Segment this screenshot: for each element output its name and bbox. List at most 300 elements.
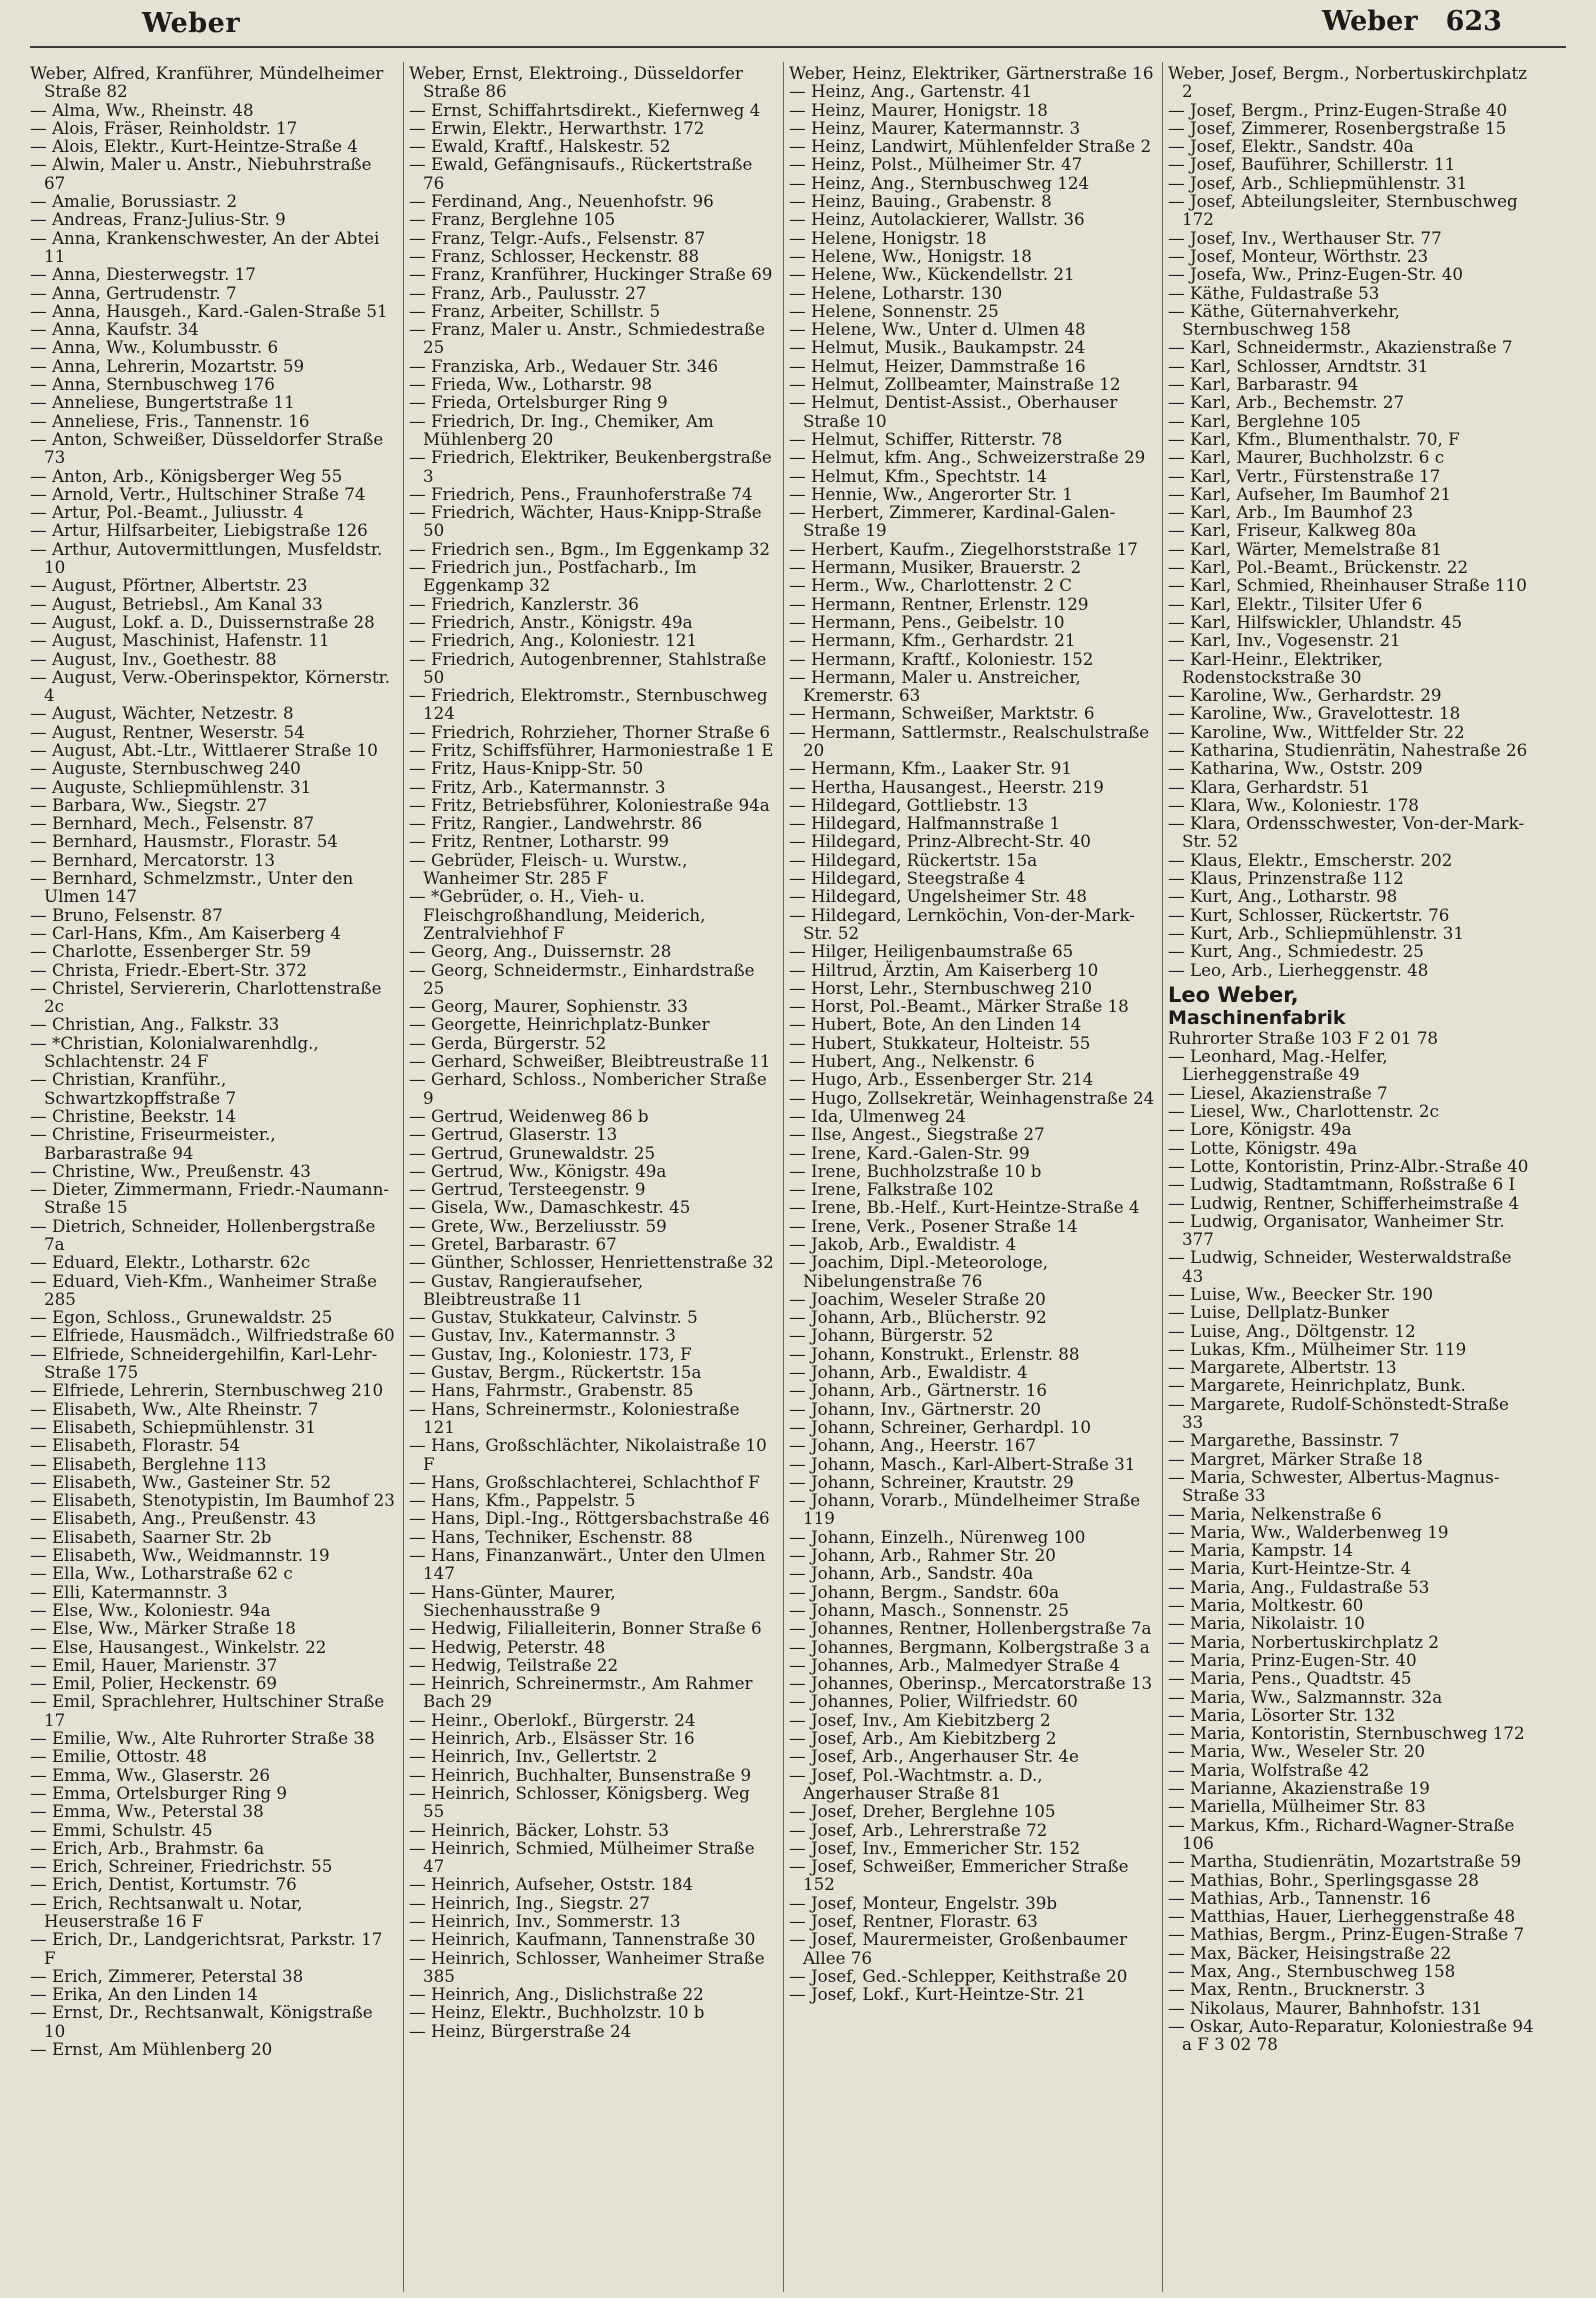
directory-entry: — Dietrich, Schneider, Hollenbergstraße 7a	[30, 1215, 376, 1254]
directory-entry: — Karl, Schlosser, Arndtstr. 31	[1168, 355, 1429, 376]
directory-entry: — Helene, Ww., Kückendellstr. 21	[789, 264, 1075, 285]
directory-entry: — Anna, Krankenschwester, An der Abtei 11	[30, 227, 380, 266]
directory-entry: — Heinz, Bauing., Grabenstr. 8	[789, 191, 1052, 212]
directory-entry: — Franz, Telgr.-Aufs., Felsenstr. 87	[409, 227, 706, 248]
directory-entry: — Karoline, Ww., Wittfelder Str. 22	[1168, 721, 1465, 742]
directory-entry: — Josef, Arb., Am Kiebitzberg 2	[789, 1728, 1057, 1749]
directory-entry: — Kurt, Ang., Schmiedestr. 25	[1168, 941, 1424, 962]
directory-entry: — August, Rentner, Weserstr. 54	[30, 721, 305, 742]
directory-entry: — Fritz, Rentner, Lotharstr. 99	[409, 831, 670, 852]
directory-entry: — Maria, Schwester, Albertus-Magnus-Straße 33	[1168, 1466, 1500, 1506]
directory-entry: — Heinz, Bürgerstraße 24	[409, 2020, 632, 2041]
directory-entry: — Anna, Gertrudenstr. 7	[30, 282, 237, 303]
directory-entry: — Hildegard, Rückertstr. 15a	[789, 849, 1038, 870]
directory-entry: — Elisabeth, Stenotypistin, Im Baumhof 23	[30, 1490, 395, 1511]
directory-entry: — Hans, Großschlächter, Nikolaistraße 10 F	[409, 1435, 767, 1474]
directory-entry: — Karl, Kfm., Blumenthalstr. 70, F	[1168, 428, 1460, 449]
directory-entry: — Gustav, Ing., Koloniestr. 173, F	[409, 1343, 692, 1364]
directory-entry: — Nikolaus, Maurer, Bahnhofstr. 131	[1168, 1997, 1483, 2018]
directory-entry: — Georgette, Heinrichplatz-Bunker	[409, 1014, 710, 1035]
directory-entry: — Mathias, Bergm., Prinz-Eugen-Straße 7	[1168, 1924, 1525, 1945]
directory-entry: Weber, Heinz, Elektriker, Gärtnerstraße 16	[789, 64, 1154, 83]
directory-entry: — Karl, Schneidermstr., Akazienstraße 7	[1168, 337, 1513, 358]
directory-entry: — Gretel, Barbarastr. 67	[409, 1234, 617, 1254]
directory-entry: — Anna, Sternbuschweg 176	[30, 374, 275, 395]
directory-entry: — Helmut, kfm. Ang., Schweizerstraße 29	[789, 447, 1146, 468]
directory-entry: — Hubert, Stukkateur, Holteistr. 55	[789, 1032, 1091, 1053]
directory-entry: — Egon, Schloss., Grunewaldstr. 25	[30, 1307, 333, 1328]
directory-entry: — Maria, Ww., Weseler Str. 20	[1168, 1741, 1425, 1762]
directory-entry: — Klaus, Elektr., Emscherstr. 202	[1168, 849, 1453, 870]
directory-entry: — Gustav, Inv., Katermannstr. 3	[409, 1325, 676, 1346]
directory-entry: — Johann, Einzelh., Nürenweg 100	[789, 1526, 1086, 1547]
directory-entry: — Maria, Ww., Walderbenweg 19	[1168, 1521, 1449, 1542]
directory-entry: — Johann, Arb., Ewaldistr. 4	[789, 1362, 1028, 1383]
directory-entry: — Karl, Barbarastr. 94	[1168, 374, 1359, 395]
directory-entry: — Christine, Friseurmeister., Barbarastraße 94	[30, 1124, 276, 1163]
directory-entry: — Josef, Inv., Werthauser Str. 77	[1168, 227, 1442, 248]
directory-entry: Maschinenfabrik	[1168, 1006, 1346, 1029]
directory-entry: — Franz, Arbeiter, Schillstr. 5	[409, 300, 661, 321]
running-head-right	[1322, 6, 1502, 37]
directory-entry: — Emma, Ortelsburger Ring 9	[30, 1782, 288, 1803]
directory-entry: — Johannes, Rentner, Hollenbergstraße 7a	[789, 1618, 1152, 1639]
directory-entry: — Ludwig, Organisator, Wanheimer Str. 377	[1168, 1210, 1505, 1250]
directory-entry: — Anna, Lehrerin, Mozartstr. 59	[30, 355, 305, 376]
directory-entry: — Liesel, Akazienstraße 7	[1168, 1082, 1388, 1103]
directory-entry: — Georg, Schneidermstr., Einhardstraße 25	[409, 959, 755, 998]
directory-entry: — Helene, Ww., Unter d. Ulmen 48	[789, 319, 1086, 340]
directory-entry: — Alois, Elektr., Kurt-Heintze-Straße 4	[30, 136, 358, 157]
directory-entry: — Ida, Ulmenweg 24	[789, 1105, 967, 1126]
directory-entry: — Lotte, Kontoristin, Prinz-Albr.-Straße 40	[1168, 1155, 1529, 1176]
page-number: 623	[1445, 6, 1502, 37]
directory-entry: — Bernhard, Mech., Felsenstr. 87	[30, 813, 315, 834]
directory-entry: — Emma, Ww., Glaserstr. 26	[30, 1764, 271, 1785]
directory-entry: — Hermann, Sattlermstr., Realschulstraße 20	[789, 721, 1150, 760]
directory-entry: — Heinz, Landwirt, Mühlenfelder Straße 2	[789, 136, 1152, 157]
directory-entry: — Herm., Ww., Charlottenstr. 2 C	[789, 575, 1073, 596]
directory-entry: — Hildegard, Ungelsheimer Str. 48	[789, 886, 1088, 907]
directory-entry: — Maria, Pens., Quadtstr. 45	[1168, 1668, 1412, 1689]
directory-entry: — Friedrich, Pens., Fraunhoferstraße 74	[409, 483, 753, 504]
directory-entry: — Margarete, Heinrichplatz, Bunk.	[1168, 1375, 1466, 1396]
directory-entry: — Mathias, Bohr., Sperlingsgasse 28	[1168, 1869, 1479, 1890]
directory-entry: — Heinrich, Aufseher, Oststr. 184	[409, 1874, 694, 1895]
directory-entry: — Josef, Ged.-Schlepper, Keithstraße 20	[789, 1965, 1128, 1986]
directory-entry: — Helene, Sonnenstr. 25	[789, 300, 999, 321]
directory-entry: Weber, Josef, Bergm., Norbertuskirchplatz 2	[1168, 64, 1528, 102]
directory-entry: — Friedrich, Autogenbrenner, Stahlstraße 50	[409, 648, 767, 687]
directory-entry: — Ernst, Schiffahrtsdirekt., Kiefernweg 4	[409, 99, 761, 120]
directory-entry: — Lore, Königstr. 49a	[1168, 1119, 1352, 1140]
directory-entry: — Georg, Ang., Duissernstr. 28	[409, 941, 672, 962]
directory-entry: — Hildegard, Lernköchin, Von-der-Mark-Str. 52	[789, 904, 1135, 943]
directory-entry: — Josef, Inv., Emmericher Str. 152	[789, 1837, 1081, 1858]
directory-entry: — Hans, Techniker, Eschenstr. 88	[409, 1526, 693, 1547]
directory-entry: — Ewald, Kraftf., Halskestr. 52	[409, 136, 671, 157]
directory-entry: — Artur, Hilfsarbeiter, Liebigstraße 126	[30, 520, 368, 541]
directory-entry: — Lotte, Königstr. 49a	[1168, 1137, 1358, 1158]
directory-entry: — Hennie, Ww., Angerorter Str. 1	[789, 483, 1073, 504]
column-divider	[1162, 62, 1163, 2292]
directory-entry: — Johann, Masch., Sonnenstr. 25	[789, 1599, 1069, 1620]
directory-entry: — Gustav, Rangieraufseher, Bleibtreustraße 11	[409, 1270, 644, 1309]
directory-entry: — Fritz, Arb., Katermannstr. 3	[409, 776, 666, 797]
directory-entry: — Karl, Arb., Bechemstr. 27	[1168, 392, 1405, 413]
directory-entry: — Arthur, Autovermittlungen, Musfeldstr. 10	[30, 538, 383, 578]
directory-entry: — Johannes, Arb., Malmedyer Straße 4	[789, 1654, 1120, 1675]
directory-entry: — Frieda, Ww., Lotharstr. 98	[409, 374, 653, 395]
directory-entry: — Johann, Vorarb., Mündelheimer Straße 119	[789, 1490, 1141, 1529]
directory-entry: Leo Weber,	[1168, 982, 1299, 1007]
directory-entry: — Elisabeth, Schiepmühlenstr. 31	[30, 1416, 316, 1437]
directory-entry: — Hans, Großschlachterei, Schlachthof F	[409, 1471, 760, 1492]
directory-entry: — Gustav, Bergm., Rückertstr. 15a	[409, 1362, 702, 1383]
directory-entry: — Elisabeth, Ang., Preußenstr. 43	[30, 1508, 317, 1529]
directory-entry: — Maria, Kontoristin, Sternbuschweg 172	[1168, 1723, 1525, 1744]
directory-entry: — Maria, Kampstr. 14	[1168, 1540, 1354, 1561]
directory-entry: — Fritz, Schiffsführer, Harmoniestraße 1 E	[409, 739, 774, 760]
directory-entry: — Maria, Nelkenstraße 6	[1168, 1503, 1382, 1524]
directory-entry: — Elisabeth, Florastr. 54	[30, 1435, 241, 1456]
directory-entry: — Gisela, Ww., Damaschkestr. 45	[409, 1197, 691, 1218]
directory-entry: — Heinz, Polst., Mülheimer Str. 47	[789, 154, 1083, 175]
directory-entry: — Elfriede, Hausmädch., Wilfriedstraße 60	[30, 1325, 395, 1346]
directory-entry: — Kurt, Arb., Schliepmühlenstr. 31	[1168, 922, 1465, 943]
directory-entry: — Margarete, Albertstr. 13	[1168, 1357, 1397, 1378]
directory-entry: — Gustav, Stukkateur, Calvinstr. 5	[409, 1307, 698, 1328]
directory-entry: — Marianne, Akazienstraße 19	[1168, 1778, 1430, 1799]
directory-entry: — Max, Rentn., Brucknerstr. 3	[1168, 1979, 1426, 2000]
directory-entry: — Ilse, Angest., Siegstraße 27	[789, 1124, 1045, 1145]
directory-entry: — Erich, Schreiner, Friedrichstr. 55	[30, 1856, 333, 1877]
directory-entry: — Hugo, Zollsekretär, Weinhagenstraße 24	[789, 1087, 1155, 1108]
directory-entry: — Hertha, Hausangest., Heerstr. 219	[789, 776, 1104, 797]
directory-entry: — Markus, Kfm., Richard-Wagner-Straße 106	[1168, 1814, 1515, 1853]
directory-entry: — Heinz, Maurer, Honigstr. 18	[789, 99, 1048, 120]
directory-entry: — Hans-Günter, Maurer, Siechenhausstraße 9	[409, 1581, 616, 1620]
directory-entry: — Johann, Arb., Gärtnerstr. 16	[789, 1380, 1047, 1401]
directory-entry: — Hubert, Ang., Nelkenstr. 6	[789, 1051, 1035, 1072]
directory-entry: — Else, Ww., Märker Straße 18	[30, 1618, 296, 1639]
directory-entry: — Gertrud, Tersteegenstr. 9	[409, 1179, 646, 1200]
directory-entry: — Maria, Nikolaistr. 10	[1168, 1613, 1365, 1634]
directory-entry: — Karl, Inv., Vogesenstr. 21	[1168, 630, 1401, 651]
directory-entry: — Josef, Maurermeister, Großenbaumer Allee 76	[789, 1929, 1128, 1968]
directory-entry: — Johann, Arb., Sandstr. 40a	[789, 1563, 1034, 1584]
directory-entry: — Emil, Polier, Heckenstr. 69	[30, 1673, 277, 1694]
directory-entry: — Anneliese, Fris., Tannenstr. 16	[30, 410, 310, 431]
directory-entry: — Herbert, Zimmerer, Kardinal-Galen-Straße 19	[789, 502, 1116, 541]
directory-entry: — Charlotte, Essenberger Str. 59	[30, 941, 312, 962]
directory-entry: — Erich, Zimmerer, Peterstal 38	[30, 1965, 304, 1986]
directory-entry: — Heinrich, Inv., Sommerstr. 13	[409, 1910, 681, 1931]
directory-entry: — Hubert, Bote, An den Linden 14	[789, 1014, 1082, 1035]
column-divider	[783, 62, 784, 2292]
directory-entry: — Klara, Gerhardstr. 51	[1168, 776, 1371, 797]
header-rule	[30, 46, 1566, 48]
directory-entry: — Käthe, Güternahverkehr, Sternbuschweg 158	[1168, 300, 1400, 340]
directory-entry: — Johann, Schreiner, Krautstr. 29	[789, 1471, 1074, 1492]
directory-entry: — Helmut, Heizer, Dammstraße 16	[789, 355, 1086, 376]
directory-entry: — Fritz, Betriebsführer, Koloniestraße 94a	[409, 794, 770, 815]
directory-entry: — Fritz, Haus-Knipp-Str. 50	[409, 758, 644, 779]
directory-entry: — Bernhard, Schmelzmstr., Unter den Ulmen 147	[30, 868, 354, 907]
directory-entry: — Anna, Diesterwegstr. 17	[30, 264, 256, 285]
directory-entry: — Amalie, Borussiastr. 2	[30, 191, 238, 212]
directory-entry: — Katharina, Ww., Oststr. 209	[1168, 758, 1423, 779]
directory-entry: — Anna, Hausgeh., Kard.-Galen-Straße 51	[30, 300, 388, 321]
directory-entry: — Josef, Inv., Am Kiebitzberg 2	[789, 1709, 1051, 1730]
directory-entry: — Kurt, Ang., Lotharstr. 98	[1168, 886, 1398, 907]
directory-entry: — Horst, Lehr., Sternbuschweg 210	[789, 977, 1093, 998]
directory-entry: — Luise, Ww., Beecker Str. 190	[1168, 1284, 1433, 1304]
directory-entry: — Friedrich, Wächter, Haus-Knipp-Straße 50	[409, 502, 762, 541]
directory-entry: — Maria, Prinz-Eugen-Str. 40	[1168, 1649, 1417, 1670]
directory-entry: — Christine, Ww., Preußenstr. 43	[30, 1160, 311, 1181]
directory-entry: — Alma, Ww., Rheinstr. 48	[30, 99, 254, 120]
directory-entry: — Hedwig, Filialleiterin, Bonner Straße 6	[409, 1618, 762, 1639]
directory-entry: — Maria, Ang., Fuldastraße 53	[1168, 1576, 1430, 1597]
directory-entry: — August, Lokf. a. D., Duissernstraße 28	[30, 611, 375, 632]
directory-entry: — Irene, Falkstraße 102	[789, 1179, 994, 1200]
directory-entry: — Ewald, Gefängnisaufs., Rückertstraße 76	[409, 154, 753, 193]
directory-entry: — Irene, Buchholzstraße 10 b	[789, 1160, 1042, 1181]
directory-entry: — Hans, Schreinermstr., Koloniestraße 121	[409, 1398, 740, 1437]
directory-entry: — Emilie, Ww., Alte Ruhrorter Straße 38	[30, 1728, 375, 1749]
directory-entry: — Christian, Kranführ., Schwartzkopffstraße 7	[30, 1069, 237, 1108]
directory-entry: — Josef, Monteur, Wörthstr. 23	[1168, 245, 1429, 266]
directory-entry: — Heinrich, Schlosser, Wanheimer Straße 385	[409, 1947, 765, 1986]
directory-entry: — Max, Bäcker, Heisingstraße 22	[1168, 1942, 1452, 1963]
directory-entry: — Elisabeth, Ww., Gasteiner Str. 52	[30, 1471, 332, 1492]
directory-column-3	[789, 64, 1155, 2294]
directory-entry: — Klaus, Prinzenstraße 112	[1168, 868, 1404, 889]
directory-entry: — Friedrich, Elektriker, Beukenbergstraße 3	[409, 447, 772, 486]
directory-entry: — Heinz, Autolackierer, Wallstr. 36	[789, 209, 1085, 230]
directory-entry: — Georg, Maurer, Sophienstr. 33	[409, 996, 689, 1017]
directory-entry: — Karl, Pol.-Beamt., Brückenstr. 22	[1168, 557, 1469, 578]
directory-entry: — Irene, Bb.-Helf., Kurt-Heintze-Straße 4	[789, 1197, 1140, 1218]
directory-entry: — Helmut, Musik., Baukampstr. 24	[789, 337, 1086, 358]
directory-entry: — Else, Ww., Koloniestr. 94a	[30, 1599, 271, 1620]
directory-entry: — *Gebrüder, o. H., Vieh- u. Fleischgroßhandlung, Meiderich, Zentralviehhof F	[409, 886, 706, 943]
directory-entry: — Alois, Fräser, Reinholdstr. 17	[30, 117, 298, 138]
directory-entry: — Hermann, Pens., Geibelstr. 10	[789, 611, 1065, 632]
directory-entry: — Klara, Ww., Koloniestr. 178	[1168, 794, 1419, 815]
directory-entry: — Grete, Ww., Berzeliusstr. 59	[409, 1215, 667, 1236]
directory-entry: — August, Abt.-Ltr., Wittlaerer Straße 10	[30, 739, 378, 760]
directory-entry: — Josef, Rentner, Florastr. 63	[789, 1910, 1038, 1931]
directory-entry: — Gebrüder, Fleisch- u. Wurstw., Wanheimer Str. 285 F	[409, 849, 688, 889]
directory-entry: — Heinz, Ang., Sternbuschweg 124	[789, 172, 1090, 193]
directory-entry: — Hiltrud, Ärztin, Am Kaiserberg 10	[789, 959, 1099, 980]
directory-entry: — Karl, Schmied, Rheinhauser Straße 110	[1168, 575, 1527, 596]
directory-entry: — Heinrich, Inv., Gellertstr. 2	[409, 1746, 658, 1767]
directory-entry: — Maria, Moltkestr. 60	[1168, 1595, 1364, 1616]
directory-entry: — Johannes, Polier, Wilfriedstr. 60	[789, 1691, 1078, 1712]
directory-entry: — Heinrich, Schlosser, Königsberg. Weg 55	[409, 1782, 750, 1822]
directory-entry: — Josef, Zimmerer, Rosenbergstraße 15	[1168, 117, 1507, 138]
directory-entry: — Hugo, Arb., Essenberger Str. 214	[789, 1069, 1094, 1090]
directory-entry: — Karoline, Ww., Gravelottestr. 18	[1168, 703, 1461, 724]
directory-entry: Weber, Ernst, Elektroing., Düsseldorfer Straße 86	[409, 64, 743, 102]
directory-entry: — Josef, Arb., Lehrerstraße 72	[789, 1819, 1048, 1840]
directory-entry: — Heinrich, Kaufmann, Tannenstraße 30	[409, 1929, 756, 1950]
directory-entry: — Max, Ang., Sternbuschweg 158	[1168, 1960, 1456, 1981]
directory-entry: — Arnold, Vertr., Hultschiner Straße 74	[30, 483, 366, 504]
directory-entry: — Matthias, Hauer, Lierheggenstraße 48	[1168, 1906, 1516, 1927]
directory-entry: — Franz, Arb., Paulusstr. 27	[409, 282, 647, 303]
directory-entry: — Heinrich, Arb., Elsässer Str. 16	[409, 1728, 695, 1749]
directory-entry: — Johann, Arb., Rahmer Str. 20	[789, 1545, 1056, 1566]
directory-entry: — Gerda, Bürgerstr. 52	[409, 1032, 607, 1053]
directory-entry: — Ella, Ww., Lotharstraße 62 c	[30, 1563, 293, 1584]
directory-entry: — Johann, Masch., Karl-Albert-Straße 31	[789, 1453, 1136, 1474]
directory-entry: — Karl, Arb., Im Baumhof 23	[1168, 502, 1413, 523]
running-head-left: Weber	[142, 8, 241, 39]
directory-entry: — Franz, Schlosser, Heckenstr. 88	[409, 245, 700, 266]
directory-entry: — Alwin, Maler u. Anstr., Niebuhrstraße 67	[30, 154, 372, 193]
directory-entry: — August, Betriebsl., Am Kanal 33	[30, 593, 323, 614]
directory-entry: — Auguste, Sternbuschweg 240	[30, 758, 301, 779]
directory-entry: — Anna, Kaufstr. 34	[30, 319, 199, 340]
directory-entry: — Hildegard, Prinz-Albrecht-Str. 40	[789, 831, 1091, 852]
directory-entry: — Barbara, Ww., Siegstr. 27	[30, 794, 268, 815]
directory-entry: — Heinr., Oberlokf., Bürgerstr. 24	[409, 1709, 696, 1730]
directory-entry: — Helmut, Kfm., Spechtstr. 14	[789, 465, 1048, 486]
directory-entry: — Gertrud, Grunewaldstr. 25	[409, 1142, 656, 1163]
directory-entry: — Elisabeth, Saarner Str. 2b	[30, 1526, 272, 1547]
directory-entry: — Klara, Ordensschwester, Von-der-Mark-Str. 52	[1168, 813, 1525, 852]
directory-entry: — Margarete, Rudolf-Schönstedt-Straße 33	[1168, 1393, 1509, 1433]
directory-entry: Weber, Alfred, Kranführer, Mündelheimer Straße 82	[30, 64, 384, 102]
directory-entry: — Erich, Dr., Landgerichtsrat, Parkstr. 17 F	[30, 1929, 383, 1968]
directory-entry: — Karl-Heinr., Elektriker, Rodenstockstraße 30	[1168, 648, 1383, 687]
directory-entry: — Emmi, Schulstr. 45	[30, 1819, 213, 1840]
directory-entry: — Bernhard, Hausmstr., Florastr. 54	[30, 831, 338, 852]
directory-entry: — Margret, Märker Straße 18	[1168, 1448, 1423, 1469]
directory-entry: — Heinrich, Schmied, Mülheimer Straße 47	[409, 1837, 755, 1877]
directory-entry: — Helene, Lotharstr. 130	[789, 282, 1003, 303]
directory-entry: — Oskar, Auto-Reparatur, Koloniestraße 94 a F 3 02 78	[1168, 2015, 1534, 2055]
directory-entry: — Josef, Schweißer, Emmericher Straße 152	[789, 1856, 1129, 1895]
directory-entry: — August, Pförtner, Albertstr. 23	[30, 575, 308, 596]
directory-column-1	[30, 64, 396, 2294]
directory-entry: — Frieda, Ortelsburger Ring 9	[409, 392, 668, 413]
directory-entry: — Ludwig, Schneider, Westerwaldstraße 43	[1168, 1247, 1512, 1286]
directory-entry: — Luise, Ang., Döltgenstr. 12	[1168, 1320, 1416, 1341]
directory-entry: — Emilie, Ottostr. 48	[30, 1746, 207, 1767]
directory-entry: — Mariella, Mülheimer Str. 83	[1168, 1796, 1426, 1817]
directory-entry: — Friedrich sen., Bgm., Im Eggenkamp 32	[409, 538, 770, 559]
directory-entry: — Hedwig, Peterstr. 48	[409, 1636, 606, 1657]
directory-entry: — Karl, Aufseher, Im Baumhof 21	[1168, 483, 1452, 504]
directory-entry: — Carl-Hans, Kfm., Am Kaiserberg 4	[30, 922, 341, 943]
directory-entry: — Erich, Dentist, Kortumstr. 76	[30, 1874, 297, 1895]
directory-entry: — Johann, Bergm., Sandstr. 60a	[789, 1581, 1060, 1602]
directory-entry: — Käthe, Fuldastraße 53	[1168, 282, 1380, 303]
directory-entry: — Jakob, Arb., Ewaldistr. 4	[789, 1234, 1017, 1254]
directory-entry: — Karl, Friseur, Kalkweg 80a	[1168, 520, 1417, 541]
directory-entry: — Friedrich, Dr. Ing., Chemiker, Am Mühlenberg 20	[409, 410, 714, 449]
directory-entry: — Johann, Bürgerstr. 52	[789, 1325, 994, 1346]
directory-entry: — Heinrich, Ang., Dislichstraße 22	[409, 1984, 704, 2005]
directory-entry: — Heinrich, Schreinermstr., Am Rahmer Bach 29	[409, 1673, 753, 1712]
directory-entry: — Helene, Honigstr. 18	[789, 227, 987, 248]
directory-entry: — Horst, Pol.-Beamt., Märker Straße 18	[789, 996, 1129, 1017]
directory-entry: — Maria, Kurt-Heintze-Str. 4	[1168, 1558, 1412, 1579]
directory-entry: — Christel, Serviererin, Charlottenstraße 2c	[30, 977, 382, 1017]
directory-entry: — Leonhard, Mag.-Helfer, Lierheggenstraße 49	[1168, 1046, 1388, 1085]
directory-entry: — Christine, Beekstr. 14	[30, 1105, 237, 1126]
directory-entry: — Josefa, Ww., Prinz-Eugen-Str. 40	[1168, 264, 1463, 285]
directory-entry: — Josef, Arb., Angerhauser Str. 4e	[789, 1746, 1079, 1767]
directory-entry: — Anneliese, Bungertstraße 11	[30, 392, 295, 413]
directory-entry: — Katharina, Studienrätin, Nahestraße 26	[1168, 739, 1528, 760]
directory-entry: — Hermann, Musiker, Brauerstr. 2	[789, 557, 1082, 578]
directory-entry: — Auguste, Schliepmühlenstr. 31	[30, 776, 312, 797]
directory-entry: — August, Inv., Goethestr. 88	[30, 648, 277, 669]
directory-entry: — Johann, Inv., Gärtnerstr. 20	[789, 1398, 1042, 1419]
directory-entry: — Heinrich, Bäcker, Lohstr. 53	[409, 1819, 669, 1840]
directory-entry: — Irene, Verk., Posener Straße 14	[789, 1215, 1078, 1236]
directory-entry: — August, Maschinist, Hafenstr. 11	[30, 630, 330, 651]
directory-entry: — Gertrud, Ww., Königstr. 49a	[409, 1160, 667, 1181]
directory-entry: — Hildegard, Gottliebstr. 13	[789, 794, 1028, 815]
directory-entry: — Karl, Berglehne 105	[1168, 410, 1361, 431]
directory-entry: — Irene, Kard.-Galen-Str. 99	[789, 1142, 1030, 1163]
directory-entry: — Kurt, Schlosser, Rückertstr. 76	[1168, 904, 1450, 925]
directory-entry: — Else, Hausangest., Winkelstr. 22	[30, 1636, 327, 1657]
directory-entry: — Emil, Hauer, Marienstr. 37	[30, 1654, 278, 1675]
directory-entry: — Elisabeth, Ww., Alte Rheinstr. 7	[30, 1398, 319, 1419]
directory-entry: — Friedrich, Ang., Koloniestr. 121	[409, 630, 698, 651]
directory-entry: — Hildegard, Steegstraße 4	[789, 868, 1026, 889]
directory-entry: — Artur, Pol.-Beamt., Juliusstr. 4	[30, 502, 304, 523]
directory-entry: — Elfriede, Schneidergehilfin, Karl-Lehr-Straße 175	[30, 1343, 378, 1383]
directory-entry: — Liesel, Ww., Charlottenstr. 2c	[1168, 1101, 1439, 1122]
directory-entry: — Fritz, Rangier., Landwehrstr. 86	[409, 813, 703, 834]
directory-entry: — Mathias, Arb., Tannenstr. 16	[1168, 1887, 1431, 1908]
directory-entry: — Johann, Schreiner, Gerhardpl. 10	[789, 1416, 1092, 1437]
directory-entry: — Johann, Ang., Heerstr. 167	[789, 1435, 1037, 1456]
directory-entry: — Josef, Abteilungsleiter, Sternbuschweg 172	[1168, 191, 1518, 230]
directory-entry: — Hermann, Maler u. Anstreicher, Kremerstr. 63	[789, 666, 1081, 706]
directory-entry: — Johannes, Oberinsp., Mercatorstraße 13	[789, 1673, 1153, 1694]
running-head-right-title: Weber	[1322, 6, 1418, 37]
directory-entry: — Karl, Hilfswickler, Uhlandstr. 45	[1168, 611, 1463, 632]
directory-entry: — Josef, Bergm., Prinz-Eugen-Straße 40	[1168, 99, 1508, 120]
page-header	[0, 0, 1596, 52]
directory-entry: — Franziska, Arb., Wedauer Str. 346	[409, 355, 719, 376]
directory-entry: — Emil, Sprachlehrer, Hultschiner Straße 17	[30, 1691, 385, 1730]
directory-entry: — Josef, Arb., Schliepmühlenstr. 31	[1168, 172, 1468, 193]
directory-entry: — Leo, Arb., Lierheggenstr. 48	[1168, 959, 1429, 980]
directory-entry: — Elli, Katermannstr. 3	[30, 1581, 228, 1602]
directory-entry: — Ernst, Dr., Rechtsanwalt, Königstraße 10	[30, 2002, 373, 2041]
directory-entry: — Friedrich, Kanzlerstr. 36	[409, 593, 639, 614]
directory-entry: — Ludwig, Rentner, Schifferheimstraße 4	[1168, 1192, 1520, 1213]
directory-entry: — Heinz, Ang., Gartenstr. 41	[789, 81, 1033, 102]
directory-entry: — Christian, Ang., Falkstr. 33	[30, 1014, 280, 1035]
directory-entry: — Friedrich, Anstr., Königstr. 49a	[409, 611, 693, 632]
directory-entry: — Josef, Monteur, Engelstr. 39b	[789, 1892, 1058, 1913]
directory-entry: — Josef, Dreher, Berglehne 105	[789, 1801, 1056, 1822]
directory-entry: — Erika, An den Linden 14	[30, 1984, 258, 2005]
directory-entry: — Erwin, Elektr., Herwarthstr. 172	[409, 117, 705, 138]
